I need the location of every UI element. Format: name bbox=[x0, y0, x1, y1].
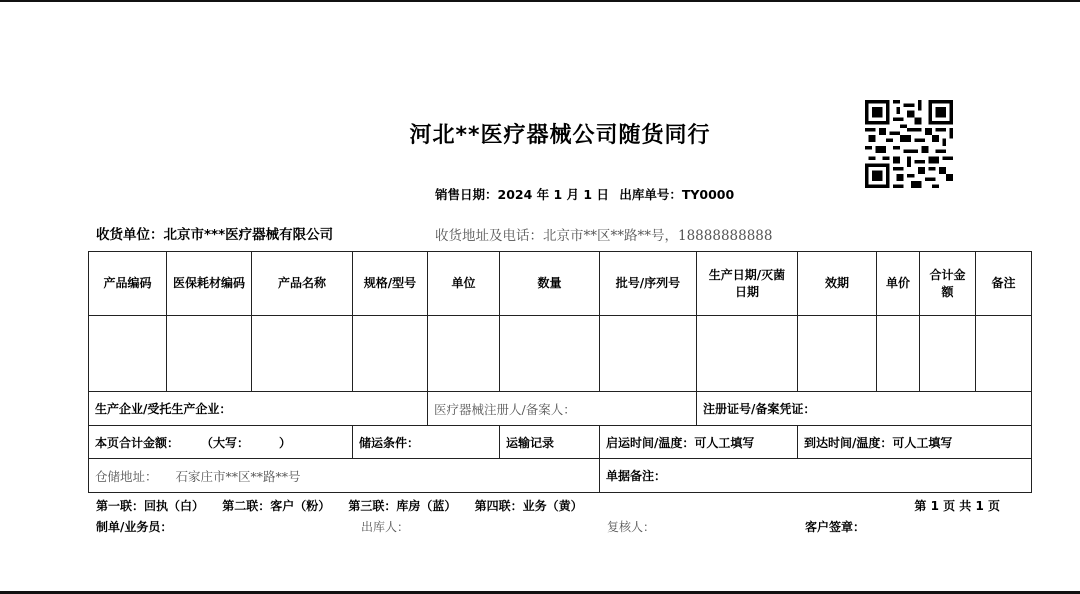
table-cell bbox=[976, 316, 1032, 392]
document-meta bbox=[435, 185, 740, 203]
warehouse-address-value: 石家庄市**区**路**号 bbox=[175, 468, 301, 484]
table-cell bbox=[428, 316, 500, 392]
receiver-unit: 收货单位：北京市***医疗器械有限公司 bbox=[96, 227, 334, 243]
table-row bbox=[89, 316, 1032, 392]
column-header: 合计金额 bbox=[920, 252, 976, 316]
table-cell bbox=[920, 316, 976, 392]
table-cell bbox=[500, 316, 600, 392]
receiver-address: 收货地址及电话：北京市**区**路**号，18888888888 bbox=[435, 228, 773, 244]
copy-4: 第四联：业务（黄） bbox=[474, 499, 583, 513]
manufacturer-row bbox=[89, 392, 1032, 426]
table-cell bbox=[877, 316, 920, 392]
page-total-label: 本页合计金额： bbox=[95, 435, 180, 450]
table-cell bbox=[167, 316, 252, 392]
table-cell bbox=[353, 316, 428, 392]
table-cell bbox=[252, 316, 353, 392]
registrant-label: 医疗器械注册人/备案人： bbox=[428, 392, 697, 426]
table-cell bbox=[89, 316, 167, 392]
top-edge bbox=[0, 0, 1080, 2]
column-header: 单价 bbox=[877, 252, 920, 316]
column-header: 规格/型号 bbox=[353, 252, 428, 316]
sale-date: 销售日期：2024 年 1 月 1 日 bbox=[435, 187, 609, 202]
qr-code-icon bbox=[865, 100, 953, 188]
uppercase-amount-label: （大写： ） bbox=[207, 435, 292, 450]
column-header: 医保耗材编码 bbox=[167, 252, 252, 316]
goods-table bbox=[88, 251, 1032, 493]
transport-record-label: 运输记录 bbox=[500, 426, 600, 459]
copy-3: 第三联：库房（蓝） bbox=[348, 499, 457, 513]
document-title: 河北**医疗器械公司随货同行 bbox=[409, 123, 711, 148]
page-count: 第 1 页 共 1 页 bbox=[914, 499, 1000, 513]
page-total-cell bbox=[89, 426, 353, 459]
order-number: 出库单号：TY0000 bbox=[619, 187, 735, 202]
outbound-person-label: 出库人： bbox=[361, 520, 410, 534]
customer-signature-label: 客户签章： bbox=[805, 520, 866, 534]
departure-time-label: 启运时间/温度：可人工填写 bbox=[600, 426, 798, 459]
table-header-row bbox=[89, 252, 1032, 316]
table-cell bbox=[600, 316, 697, 392]
warehouse-address-cell bbox=[89, 459, 600, 493]
table-cell bbox=[798, 316, 877, 392]
summary-row bbox=[89, 426, 1032, 459]
manufacturer-label: 生产企业/受托生产企业： bbox=[89, 392, 428, 426]
registration-cert-label: 注册证号/备案凭证： bbox=[697, 392, 1032, 426]
column-header: 产品编码 bbox=[89, 252, 167, 316]
column-header: 批号/序列号 bbox=[600, 252, 697, 316]
warehouse-row bbox=[89, 459, 1032, 493]
storage-condition-label: 储运条件： bbox=[353, 426, 500, 459]
document-note-label: 单据备注： bbox=[600, 459, 1032, 493]
column-header: 备注 bbox=[976, 252, 1032, 316]
copy-1: 第一联：回执（白） bbox=[96, 499, 205, 513]
arrival-time-label: 到达时间/温度：可人工填写 bbox=[798, 426, 1032, 459]
column-header: 产品名称 bbox=[252, 252, 353, 316]
copy-2: 第二联：客户（粉） bbox=[222, 499, 331, 513]
column-header: 单位 bbox=[428, 252, 500, 316]
table-cell bbox=[697, 316, 798, 392]
warehouse-address-label: 仓储地址： bbox=[95, 468, 158, 484]
column-header: 效期 bbox=[798, 252, 877, 316]
reviewer-label: 复核人： bbox=[607, 520, 656, 534]
maker-label: 制单/业务员： bbox=[96, 520, 173, 534]
column-header: 数量 bbox=[500, 252, 600, 316]
copy-distribution bbox=[96, 497, 1000, 514]
column-header: 生产日期/灭菌日期 bbox=[697, 252, 798, 316]
